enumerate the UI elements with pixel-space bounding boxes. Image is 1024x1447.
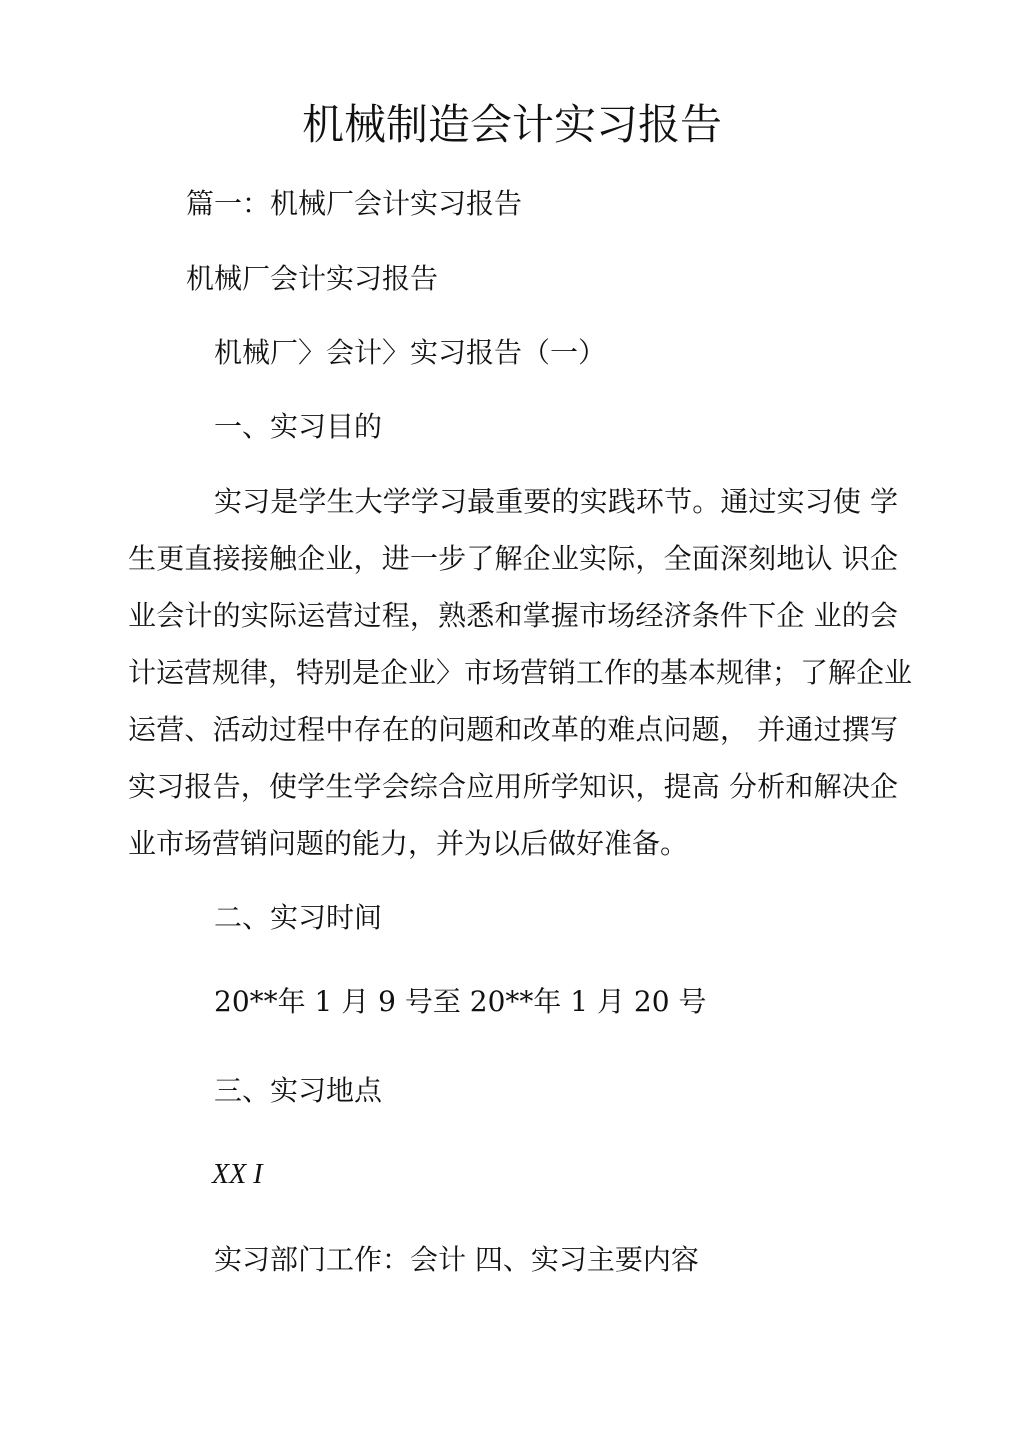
paragraph-line: 计运营规律，特别是企业〉市场营销工作的基本规律；了解企业 (128, 656, 913, 689)
paragraph-line: 实习报告，使学生学会综合应用所学知识，提高 分析和解决企 (128, 770, 898, 803)
paragraph-line: 运营、活动过程中存在的问题和改革的难点问题， 并通过撰写 (128, 713, 898, 746)
chapter-heading: 篇一：机械厂会计实习报告 (186, 187, 523, 220)
paragraph-line: 实习是学生大学学习最重要的实践环节。通过实习使 学 (214, 485, 898, 518)
department-and-section-four: 实习部门工作：会计 四、实习主要内容 (214, 1243, 699, 1276)
report-subtitle: 机械厂会计实习报告 (186, 262, 439, 295)
paragraph-line: 生更直接接触企业，进一步了解企业实际，全面深刻地认 识企 (128, 542, 898, 575)
document-title: 机械制造会计实习报告 (301, 100, 722, 149)
internship-dates: 20**年 1 月 9 号至 20**年 1 月 20 号 (214, 985, 707, 1018)
section-heading-time: 二、实习时间 (214, 901, 383, 934)
paragraph-line: 业市场营销问题的能力，并为以后做好准备。 (128, 827, 689, 860)
section-heading-location: 三、实习地点 (214, 1074, 383, 1107)
report-subheading: 机械厂〉会计〉实习报告（一） (214, 336, 607, 369)
internship-location: XX I (212, 1159, 263, 1190)
section-heading-purpose: 一、实习目的 (214, 410, 383, 443)
paragraph-line: 业会计的实际运营过程，熟悉和掌握市场经济条件下企 业的会 (128, 599, 898, 632)
